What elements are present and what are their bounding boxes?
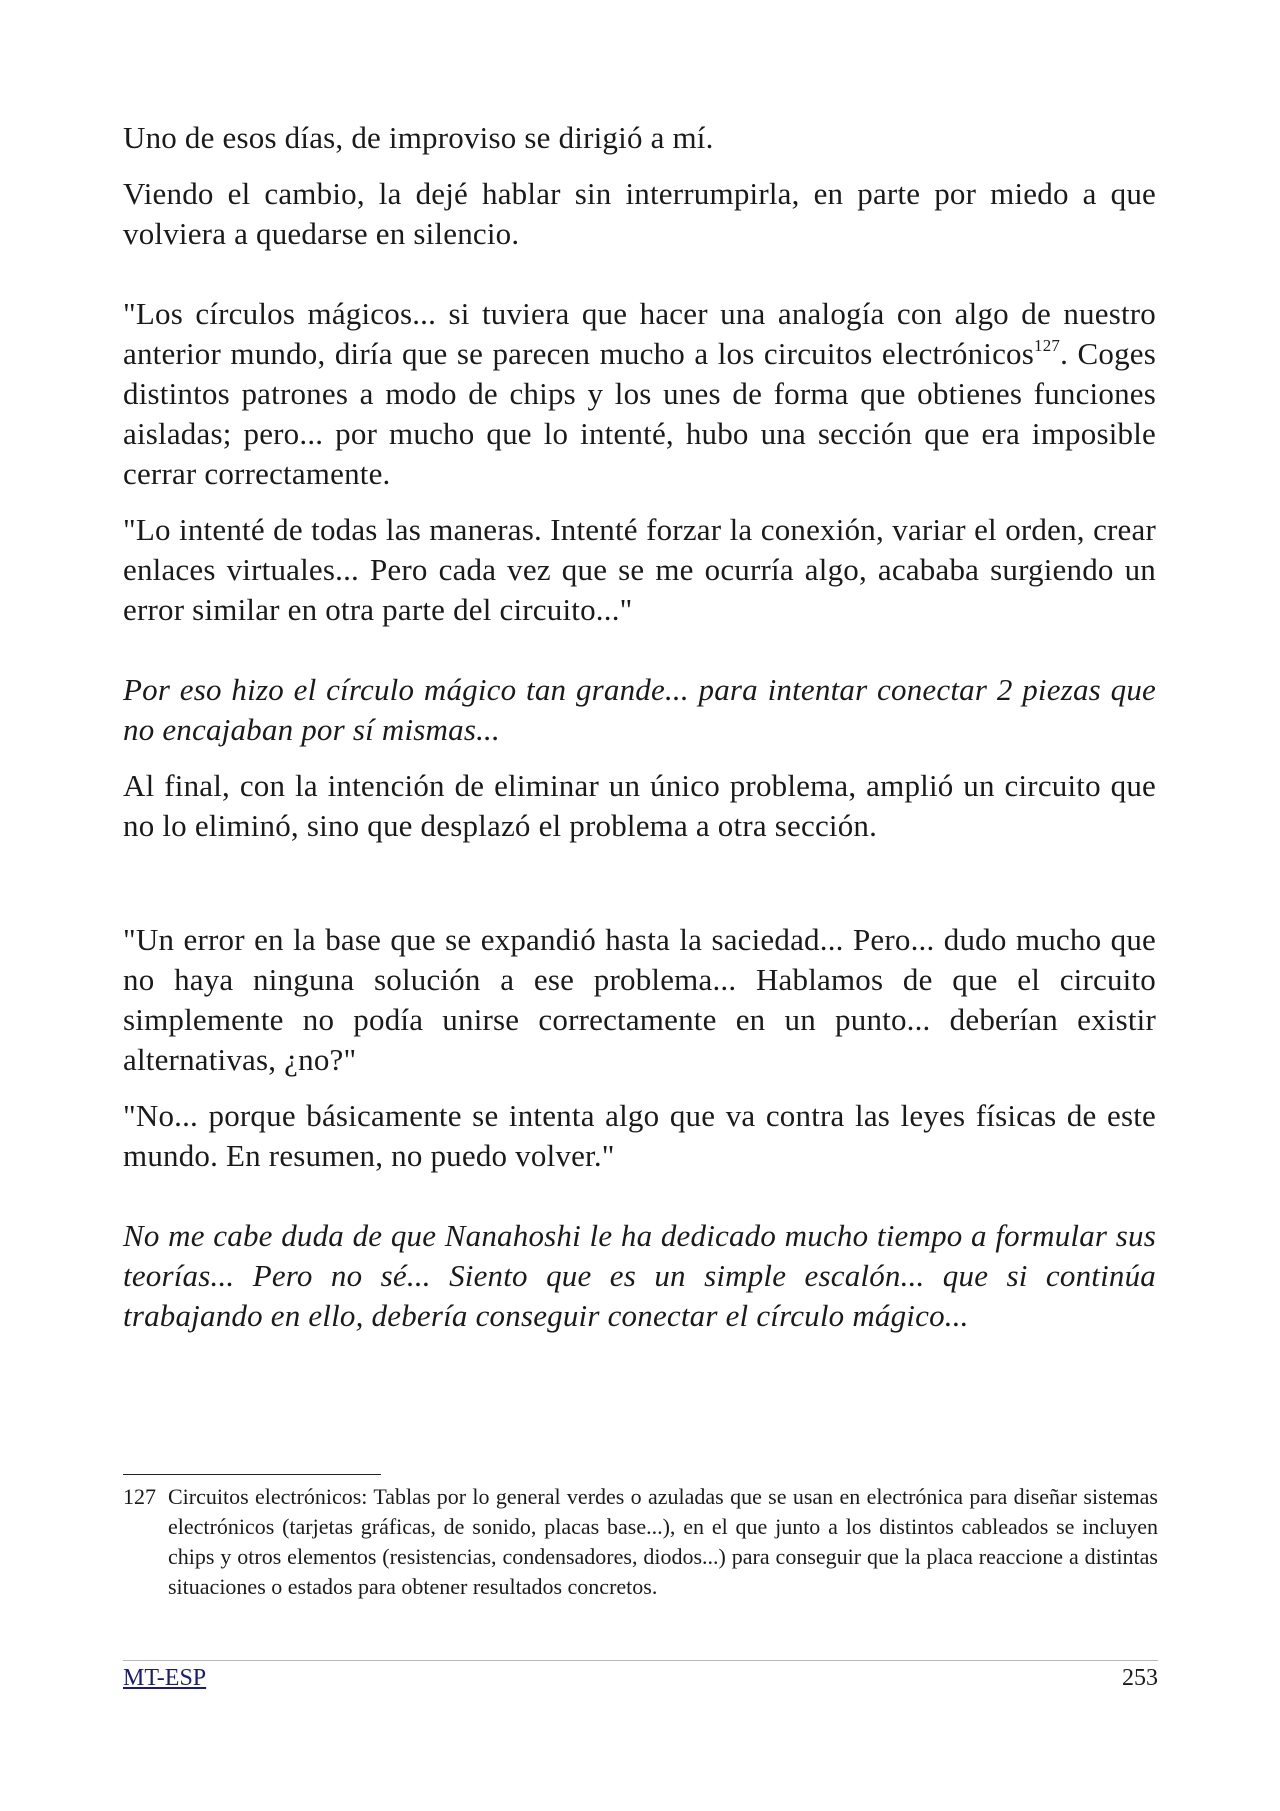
page-body	[123, 118, 1156, 1336]
footnote-separator	[123, 1474, 381, 1475]
footnote-reference[interactable]: 127	[1034, 335, 1061, 355]
paragraph: "No... porque básicamente se intenta algo que va contra las leyes físicas de este mundo. En resumen, no puedo volver."	[123, 1098, 1156, 1173]
footnote-text: Circuitos electrónicos: Tablas por lo general verdes o azuladas que se usan en electrónica para diseñar sistemas electrónicos (tarjetas gráficas, de sonido, placas base...), en el que junto a los distintos cableados se incluyen chips y otros elementos (resistencias, condensadores, diodos...) para conseguir que la placa reaccione a distintas situaciones o estados para obtener resultados concretos.	[168, 1484, 1158, 1599]
paragraph: "Un error en la base que se expandió hasta la saciedad... Pero... dudo mucho que no haya ninguna solución a ese problema... Hablamos de que el circuito simplemente no podía unirse correctamente en un punto... deberían existir alternativas, ¿no?"	[123, 922, 1156, 1077]
footer-divider	[123, 1660, 1158, 1661]
footnote-number: 127	[123, 1484, 156, 1509]
paragraph-text: "Los círculos mágicos... si tuviera que hacer una analogía con algo de nuestro anterior mundo, diría que se parecen mucho a los circuitos electrónicos	[123, 296, 1156, 371]
paragraph-italic: Por eso hizo el círculo mágico tan grande... para intentar conectar 2 piezas que no encajaban por sí mismas...	[123, 672, 1156, 747]
paragraph: Al final, con la intención de eliminar un único problema, amplió un circuito que no lo eliminó, sino que desplazó el problema a otra sección.	[123, 768, 1156, 843]
paragraph-italic: No me cabe duda de que Nanahoshi le ha dedicado mucho tiempo a formular sus teorías... Pero no sé... Siento que es un simple escalón... que si continúa trabajando en ello, debería conseguir conectar el círculo mágico...	[123, 1218, 1156, 1333]
paragraph: "Lo intenté de todas las maneras. Intenté forzar la conexión, variar el orden, crear enlaces virtuales... Pero cada vez que se me ocurría algo, acababa surgiendo un error similar en otra parte del circuito..."	[123, 512, 1156, 627]
footnote	[123, 1482, 1158, 1602]
paragraph: Viendo el cambio, la dejé hablar sin interrumpirla, en parte por miedo a que volviera a quedarse en silencio.	[123, 176, 1156, 251]
page-number: 253	[1122, 1665, 1158, 1691]
footer-link[interactable]: MT-ESP	[123, 1665, 207, 1691]
paragraph-with-footnote	[123, 294, 1156, 494]
paragraph: Uno de esos días, de improviso se dirigió a mí.	[123, 120, 714, 155]
paragraph-text: . Coges distintos patrones a modo de chips y los unes de forma que obtienes funciones aisladas; pero... por mucho que lo intenté, hubo una sección que era imposible cerrar correctamente.	[123, 336, 1156, 491]
